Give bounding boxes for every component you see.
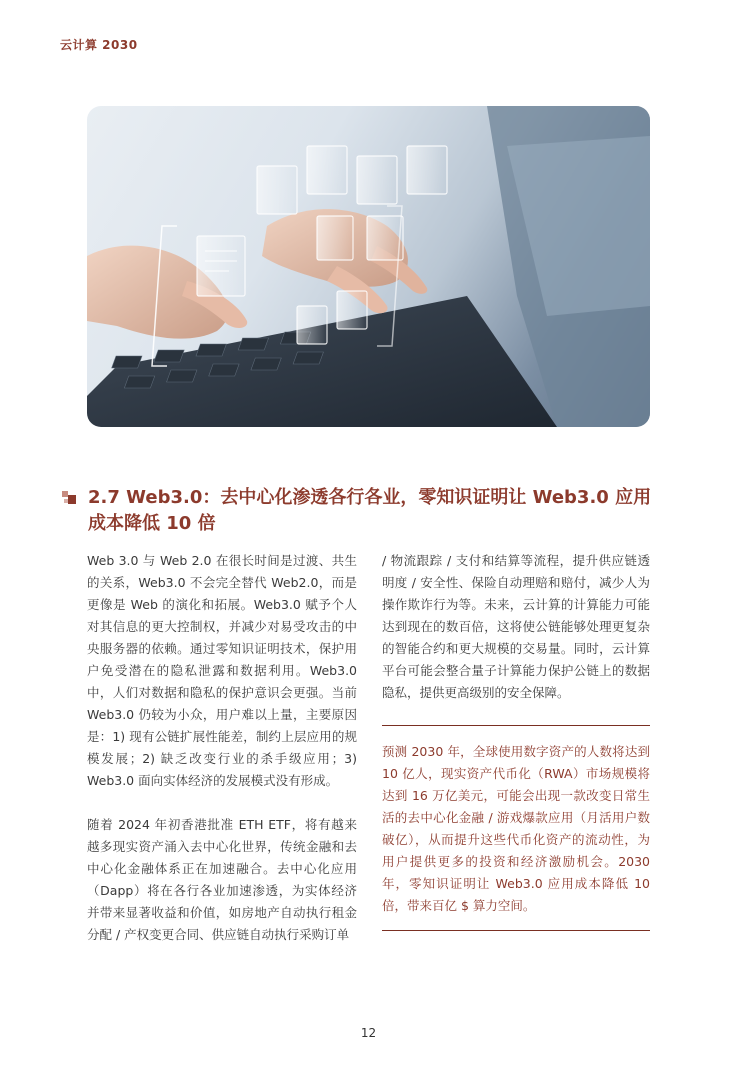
hero-image [87, 106, 650, 427]
prediction-highlight: 预测 2030 年，全球使用数字资产的人数将达到 10 亿人，现实资产代币化（RWA）市场规模将达到 16 万亿美元，可能会出现一款改变日常生活的去中心化金融 / 游戏爆款应用（月活用户数破亿），从而提升这些代币化资产的流动性，为用户提供更多的投资和经济激励机会。2030 年，零知识证明让 Web3.0 应用成本降低 10 倍，带来百亿 $ 算力空间。 [382, 744, 650, 913]
section-marker-icon [62, 491, 76, 505]
highlight-divider-top [382, 725, 650, 726]
hands-typing-icon [87, 106, 650, 427]
highlight-divider-bottom [382, 930, 650, 931]
body-paragraph: / 物流跟踪 / 支付和结算等流程，提升供应链透明度 / 安全性、保险自动理赔和赔付，减少人为操作欺诈行为等。未来，云计算的计算能力可能达到现在的数百倍，这将使公链能够处理更复杂的智能合约和更大规模的交易量。同时，云计算平台可能会整合量子计算能力保护公链上的数据隐私，提供更高级别的安全保障。 [382, 553, 650, 700]
section-heading: 2.7 Web3.0：去中心化渗透各行各业，零知识证明让 Web3.0 应用成本降低 10 倍 [88, 487, 652, 534]
body-column-left [87, 550, 357, 946]
body-paragraph: Web 3.0 与 Web 2.0 在很长时间是过渡、共生的关系，Web3.0 不会完全替代 Web2.0，而是更像是 Web 的演化和拓展。Web3.0 赋予个人对其信息的更大控制权，并减少对易受攻击的中央服务器的依赖。通过零知识证明技术，保护用户免受潜在的隐私泄露和数据利用。Web3.0 中，人们对数据和隐私的保护意识会更强。当前 Web3.0 仍较为小众，用户难以上量，主要原因是：1) 现有公链扩展性能差，制约上层应用的规模发展；2) 缺乏改变行业的杀手级应用；3) Web3.0 面向实体经济的发展模式没有形成。 [87, 553, 357, 788]
body-paragraph: 随着 2024 年初香港批准 ETH ETF，将有越来越多现实资产涌入去中心化世界，传统金融和去中心化金融体系正在加速融合。去中心化应用（Dapp）将在各行各业加速渗透，为实体经济并带来显著收益和价值，如房地产自动执行租金分配 / 产权变更合同、供应链自动执行采购订单 [87, 817, 357, 942]
running-header-title: 云计算 2030 [60, 38, 138, 52]
page-number: 12 [360, 1026, 377, 1040]
body-column-right [382, 550, 650, 704]
